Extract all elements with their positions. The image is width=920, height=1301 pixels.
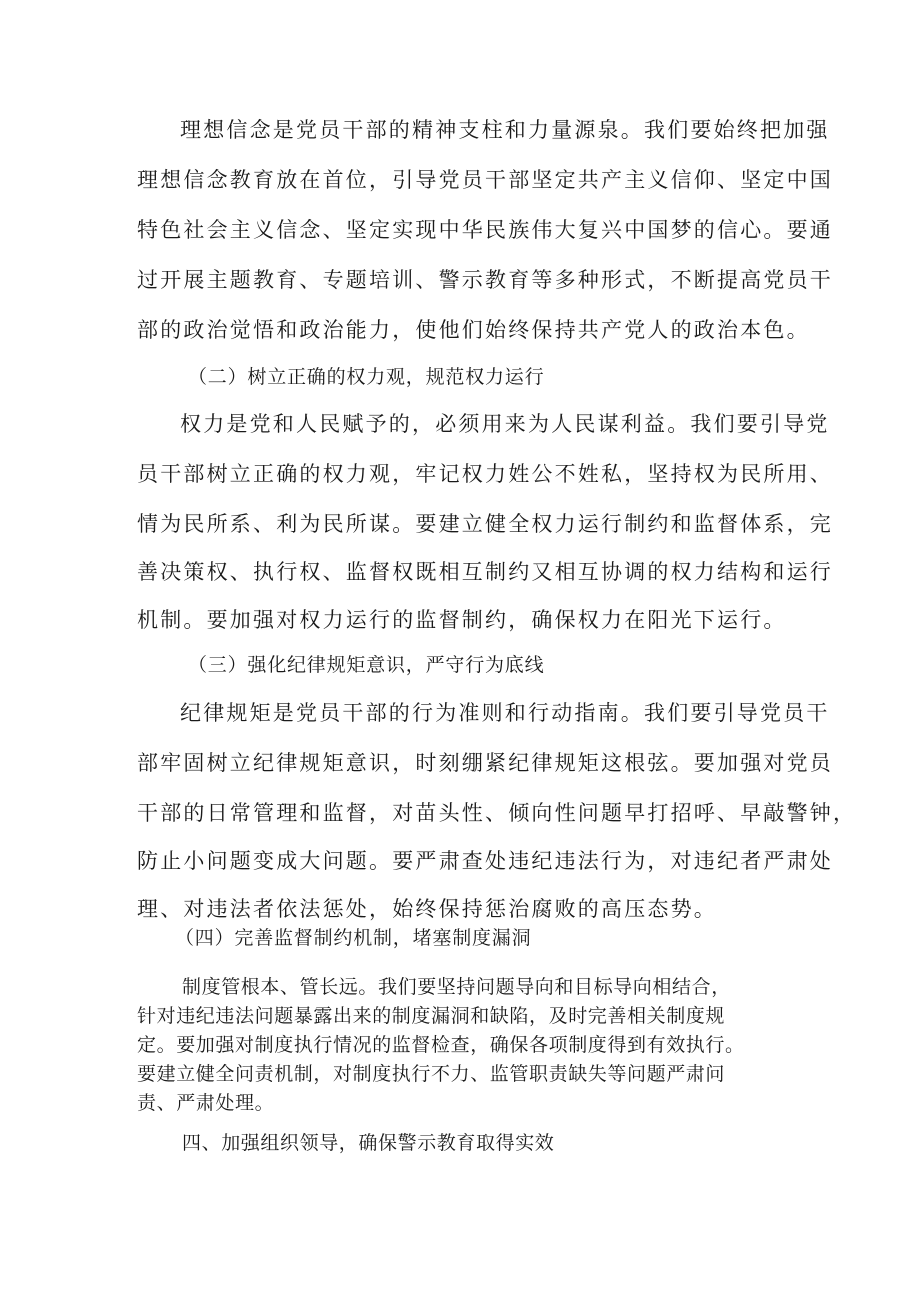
subheading-discipline: （三）强化纪律规矩意识，严守行为底线 (188, 654, 545, 676)
paragraph-line: 特色社会主义信念、坚定实现中华民族伟大复兴中国梦的信心。要通 (137, 218, 833, 242)
subheading-power-view: （二）树立正确的权力观，规范权力运行 (188, 366, 545, 388)
paragraph-line: 机制。要加强对权力运行的监督制约，确保权力在阳光下运行。 (137, 608, 787, 632)
paragraph-line: 部的政治觉悟和政治能力，使他们始终保持共产党人的政治本色。 (137, 318, 810, 342)
paragraph-line: 理、对违法者依法惩处，始终保持惩治腐败的高压态势。 (137, 897, 717, 921)
paragraph-line: 要建立健全问责机制，对制度执行不力、监管职责缺失等问题严肃问 (137, 1063, 726, 1085)
paragraph-line: 理想信念是党员干部的精神支柱和力量源泉。我们要始终把加强 (180, 118, 830, 142)
paragraph-line: 员干部树立正确的权力观，牢记权力姓公不姓私，坚持权为民所用、 (137, 462, 833, 486)
section-heading: 四、加强组织领导，确保警示教育取得实效 (182, 1132, 555, 1154)
paragraph-line: 制度管根本、管长远。我们要坚持问题导向和目标导向相结合， (182, 976, 731, 998)
paragraph-line: 防止小问题变成大问题。要严肃查处违纪违法行为，对违纪者严肃处 (137, 849, 833, 873)
paragraph-line: 理想信念教育放在首位，引导党员干部坚定共产主义信仰、坚定中国 (137, 168, 833, 192)
paragraph-line: 过开展主题教育、专题培训、警示教育等多种形式，不断提高党员干 (137, 268, 833, 292)
paragraph-line: 针对违纪违法问题暴露出来的制度漏洞和缺陷，及时完善相关制度规 (137, 1005, 726, 1027)
subheading-supervision: （四）完善监督制约机制，堵塞制度漏洞 (175, 927, 532, 949)
paragraph-line: 责、严肃处理。 (137, 1092, 275, 1114)
paragraph-line: 干部的日常管理和监督，对苗头性、倾向性问题早打招呼、早敲警钟， (137, 801, 857, 825)
paragraph-line: 纪律规矩是党员干部的行为准则和行动指南。我们要引导党员干 (180, 701, 830, 725)
paragraph-line: 权力是党和人民赋予的，必须用来为人民谋利益。我们要引导党 (180, 412, 830, 436)
paragraph-line: 定。要加强对制度执行情况的监督检查，确保各项制度得到有效执行。 (137, 1034, 745, 1056)
paragraph-line: 部牢固树立纪律规矩意识，时刻绷紧纪律规矩这根弦。要加强对党员 (137, 751, 833, 775)
paragraph-line: 情为民所系、利为民所谋。要建立健全权力运行制约和监督体系，完 (137, 512, 833, 536)
paragraph-line: 善决策权、执行权、监督权既相互制约又相互协调的权力结构和运行 (137, 560, 833, 584)
